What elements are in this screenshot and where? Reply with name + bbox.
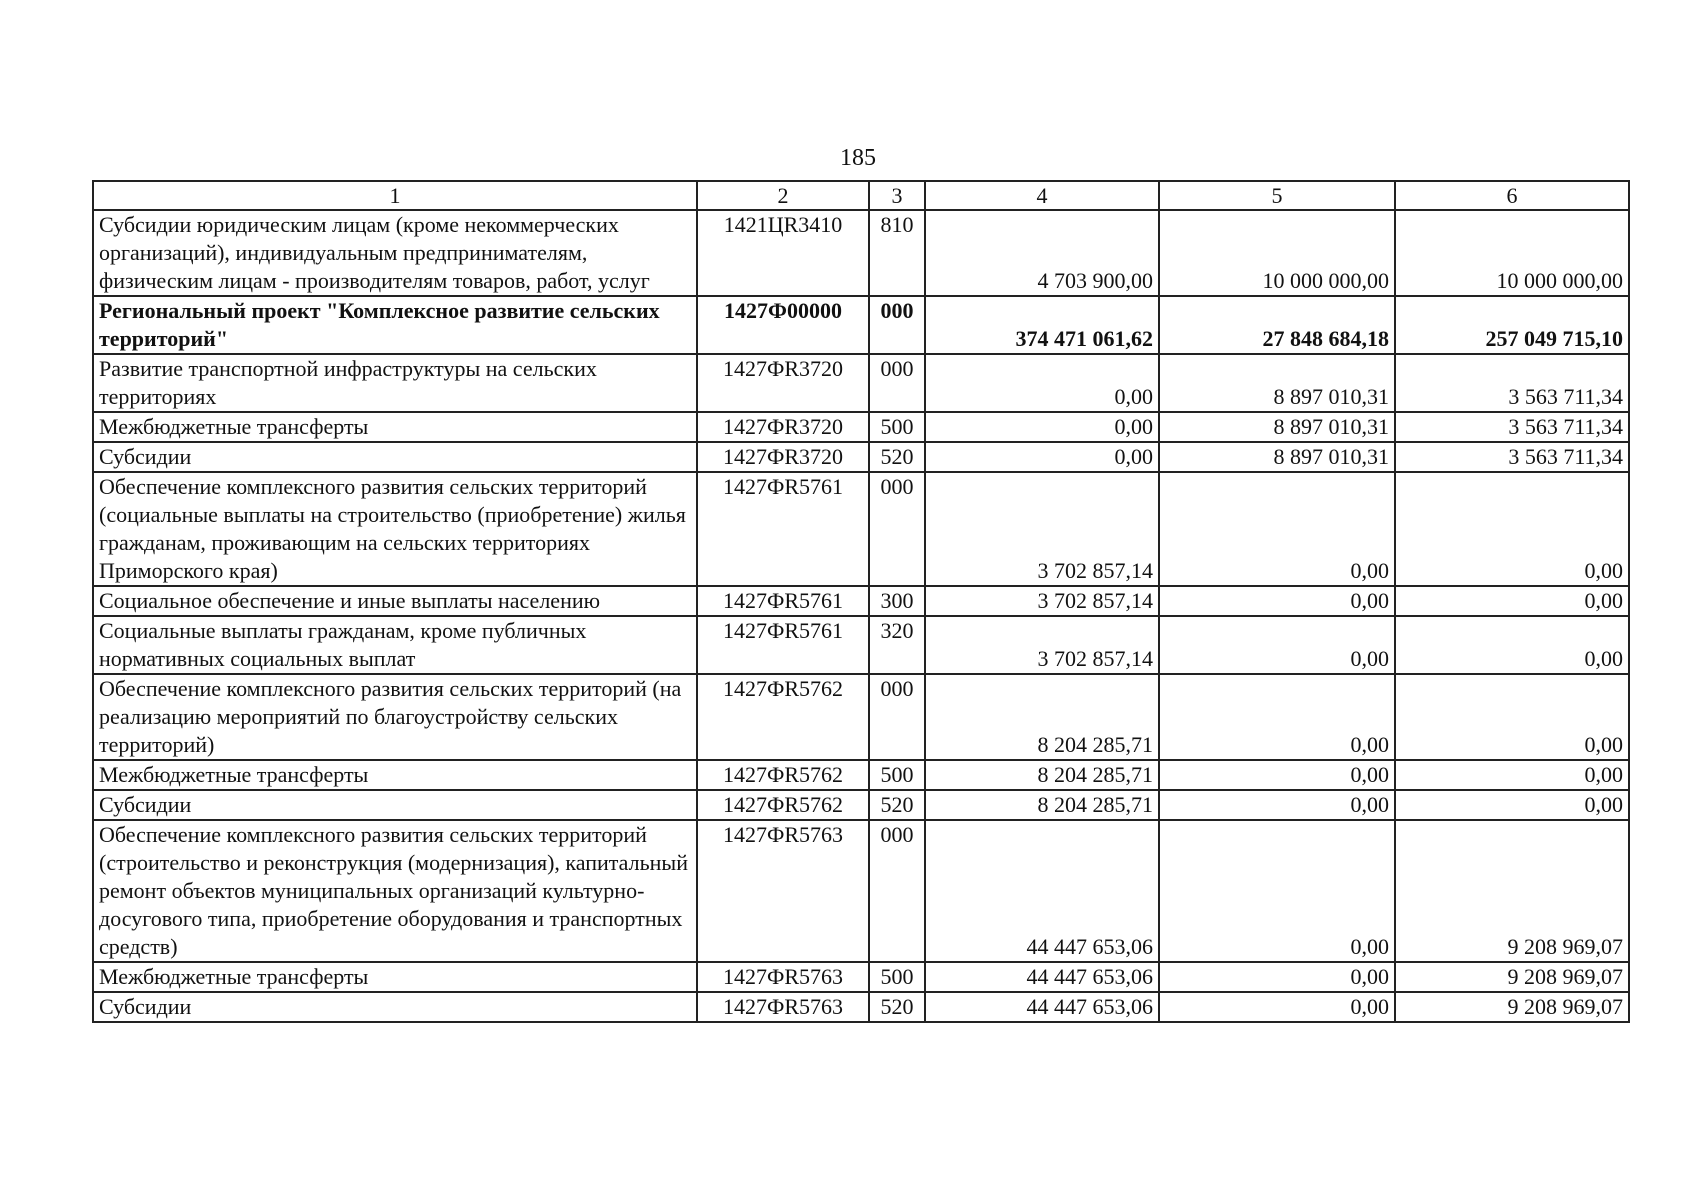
row-value-col4-cell: 8 204 285,71 <box>925 760 1159 790</box>
row-code-cell: 1427ФR3720 <box>697 442 869 472</box>
row-value-col6-cell: 0,00 <box>1395 472 1629 586</box>
row-value-col5-cell: 0,00 <box>1159 790 1395 820</box>
row-value-col6-cell: 9 208 969,07 <box>1395 962 1629 992</box>
table-row <box>93 820 1629 962</box>
row-type-cell: 500 <box>869 412 925 442</box>
row-code-cell: 1427Ф00000 <box>697 296 869 354</box>
row-value-col6-cell: 0,00 <box>1395 760 1629 790</box>
row-type-cell: 520 <box>869 790 925 820</box>
row-code-cell: 1421ЦR3410 <box>697 210 869 296</box>
row-name-cell: Обеспечение комплексного развития сельских территорий (социальные выплаты на строительство (приобретение) жилья гражданам, проживающим на сельских территориях Приморского края) <box>93 472 697 586</box>
row-value-col5-cell: 27 848 684,18 <box>1159 296 1395 354</box>
row-value-col4-cell: 8 204 285,71 <box>925 674 1159 760</box>
row-value-col4-cell: 44 447 653,06 <box>925 820 1159 962</box>
row-value-col4-cell: 44 447 653,06 <box>925 992 1159 1022</box>
row-type-cell: 000 <box>869 820 925 962</box>
table-row <box>93 674 1629 760</box>
table-row <box>93 296 1629 354</box>
row-value-col5-cell: 0,00 <box>1159 760 1395 790</box>
row-code-cell: 1427ФR5761 <box>697 586 869 616</box>
column-header: 6 <box>1395 181 1629 210</box>
row-name-cell: Межбюджетные трансферты <box>93 962 697 992</box>
row-code-cell: 1427ФR3720 <box>697 412 869 442</box>
row-code-cell: 1427ФR5763 <box>697 820 869 962</box>
column-header: 1 <box>93 181 697 210</box>
row-value-col6-cell: 9 208 969,07 <box>1395 992 1629 1022</box>
row-value-col5-cell: 0,00 <box>1159 586 1395 616</box>
row-type-cell: 520 <box>869 442 925 472</box>
table-row <box>93 992 1629 1022</box>
row-value-col4-cell: 0,00 <box>925 354 1159 412</box>
row-value-col4-cell: 0,00 <box>925 412 1159 442</box>
row-type-cell: 300 <box>869 586 925 616</box>
row-value-col5-cell: 8 897 010,31 <box>1159 412 1395 442</box>
table-row <box>93 354 1629 412</box>
table-row <box>93 790 1629 820</box>
row-value-col4-cell: 3 702 857,14 <box>925 616 1159 674</box>
row-type-cell: 000 <box>869 674 925 760</box>
row-value-col5-cell: 0,00 <box>1159 616 1395 674</box>
row-type-cell: 000 <box>869 472 925 586</box>
row-name-cell: Обеспечение комплексного развития сельских территорий (на реализацию мероприятий по благоустройству сельских территорий) <box>93 674 697 760</box>
table-row <box>93 760 1629 790</box>
budget-table <box>92 180 1630 1023</box>
table-row <box>93 616 1629 674</box>
column-header: 2 <box>697 181 869 210</box>
row-code-cell: 1427ФR5762 <box>697 760 869 790</box>
row-value-col5-cell: 0,00 <box>1159 962 1395 992</box>
row-value-col4-cell: 3 702 857,14 <box>925 472 1159 586</box>
column-header: 5 <box>1159 181 1395 210</box>
table-row <box>93 210 1629 296</box>
row-name-cell: Обеспечение комплексного развития сельских территорий (строительство и реконструкция (модернизация), капитальный ремонт объектов муниципальных организаций культурно-досугового типа, приобретение оборудования и транспортных средств) <box>93 820 697 962</box>
row-name-cell: Развитие транспортной инфраструктуры на сельских территориях <box>93 354 697 412</box>
row-name-cell: Субсидии <box>93 992 697 1022</box>
row-code-cell: 1427ФR5763 <box>697 962 869 992</box>
table-row <box>93 412 1629 442</box>
table-row <box>93 472 1629 586</box>
table-row <box>93 586 1629 616</box>
row-code-cell: 1427ФR5761 <box>697 472 869 586</box>
row-name-cell: Межбюджетные трансферты <box>93 412 697 442</box>
column-header: 4 <box>925 181 1159 210</box>
row-type-cell: 320 <box>869 616 925 674</box>
row-value-col6-cell: 3 563 711,34 <box>1395 412 1629 442</box>
row-type-cell: 000 <box>869 296 925 354</box>
row-value-col4-cell: 4 703 900,00 <box>925 210 1159 296</box>
row-value-col5-cell: 0,00 <box>1159 674 1395 760</box>
table-header-row <box>93 181 1629 210</box>
row-name-cell: Социальное обеспечение и иные выплаты населению <box>93 586 697 616</box>
row-value-col5-cell: 10 000 000,00 <box>1159 210 1395 296</box>
row-code-cell: 1427ФR5761 <box>697 616 869 674</box>
row-value-col5-cell: 0,00 <box>1159 820 1395 962</box>
row-value-col4-cell: 374 471 061,62 <box>925 296 1159 354</box>
row-value-col6-cell: 0,00 <box>1395 790 1629 820</box>
row-code-cell: 1427ФR5762 <box>697 790 869 820</box>
row-type-cell: 500 <box>869 760 925 790</box>
row-name-cell: Межбюджетные трансферты <box>93 760 697 790</box>
table-row <box>93 442 1629 472</box>
row-name-cell: Субсидии <box>93 790 697 820</box>
row-name-cell: Субсидии <box>93 442 697 472</box>
table-row <box>93 962 1629 992</box>
row-value-col5-cell: 0,00 <box>1159 992 1395 1022</box>
row-value-col6-cell: 3 563 711,34 <box>1395 354 1629 412</box>
row-value-col4-cell: 44 447 653,06 <box>925 962 1159 992</box>
row-value-col6-cell: 10 000 000,00 <box>1395 210 1629 296</box>
row-name-cell: Социальные выплаты гражданам, кроме публичных нормативных социальных выплат <box>93 616 697 674</box>
row-value-col5-cell: 0,00 <box>1159 472 1395 586</box>
row-type-cell: 500 <box>869 962 925 992</box>
row-type-cell: 520 <box>869 992 925 1022</box>
row-value-col6-cell: 257 049 715,10 <box>1395 296 1629 354</box>
row-code-cell: 1427ФR5763 <box>697 992 869 1022</box>
row-value-col6-cell: 9 208 969,07 <box>1395 820 1629 962</box>
row-value-col4-cell: 0,00 <box>925 442 1159 472</box>
row-value-col4-cell: 3 702 857,14 <box>925 586 1159 616</box>
row-value-col4-cell: 8 204 285,71 <box>925 790 1159 820</box>
row-type-cell: 000 <box>869 354 925 412</box>
column-header: 3 <box>869 181 925 210</box>
row-code-cell: 1427ФR3720 <box>697 354 869 412</box>
row-name-cell: Субсидии юридическим лицам (кроме некоммерческих организаций), индивидуальным предпринимателям, физическим лицам - производителям товаров, работ, услуг <box>93 210 697 296</box>
row-code-cell: 1427ФR5762 <box>697 674 869 760</box>
row-value-col6-cell: 0,00 <box>1395 674 1629 760</box>
row-value-col6-cell: 0,00 <box>1395 586 1629 616</box>
row-value-col6-cell: 0,00 <box>1395 616 1629 674</box>
row-value-col5-cell: 8 897 010,31 <box>1159 354 1395 412</box>
row-name-cell: Региональный проект "Комплексное развитие сельских территорий" <box>93 296 697 354</box>
row-value-col5-cell: 8 897 010,31 <box>1159 442 1395 472</box>
page-number: 185 <box>840 145 876 171</box>
row-value-col6-cell: 3 563 711,34 <box>1395 442 1629 472</box>
row-type-cell: 810 <box>869 210 925 296</box>
